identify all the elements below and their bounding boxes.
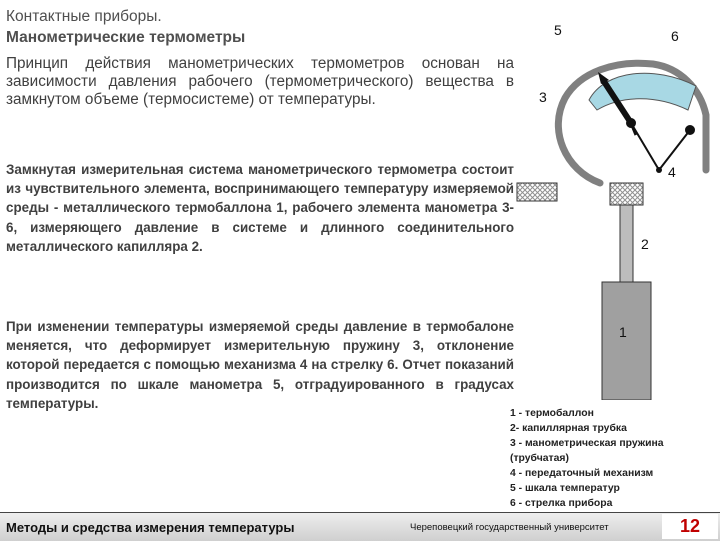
legend-item: 6 - стрелка прибора (510, 498, 613, 509)
label-5: 5 (554, 22, 562, 38)
label-4: 4 (668, 164, 676, 180)
operation-paragraph: При изменении температуры измеряемой среды давление в термобалоне меняется, что деформирует измерительную пружину 3, отклонение которой передается с помощью механизма 4 на стрелку 6. Отчет показаний производится по шкале манометра 5, отградуированного в градусах температуры. (6, 319, 514, 411)
slide-footer (0, 512, 720, 541)
gauge-fitting (610, 183, 643, 205)
crosshatch-block (517, 183, 557, 201)
transmission-mechanism (631, 123, 690, 170)
title-line-1: Контактные приборы. (6, 8, 162, 25)
diagram-legend (510, 406, 718, 511)
legend-item: 1 - термобаллон (510, 408, 594, 419)
legend-item: 4 - передаточный механизм (510, 468, 654, 479)
principle-paragraph: Принцип действия манометрических термометров основан на зависимости давления рабочего (термометрического) вещества в замкнутом объеме (термосистеме) от температуры. (6, 55, 514, 108)
legend-item: 5 - шкала температур (510, 483, 620, 494)
label-3: 3 (539, 89, 547, 105)
page-number: 12 (662, 514, 718, 539)
legend-item: 3 - манометрическая пружина (510, 438, 664, 449)
label-6: 6 (671, 28, 679, 44)
legend-item: 2- капиллярная трубка (510, 423, 627, 434)
label-2: 2 (641, 236, 649, 252)
university-name: Череповецкий государственный университет (410, 522, 609, 533)
capillary-tube (620, 205, 633, 282)
legend-item: (трубчатая) (510, 453, 569, 464)
thermometer-diagram (505, 10, 717, 400)
slide-title (6, 6, 506, 48)
course-title: Методы и средства измерения температуры (6, 520, 295, 535)
title-line-2: Манометрические термометры (6, 29, 246, 46)
thermal-bulb (602, 282, 651, 400)
label-1: 1 (619, 324, 627, 340)
system-paragraph: Замкнутая измерительная система манометрического термометра состоит из чувствительного элемента, воспринимающего температуру измеряемой среды - металлического термобаллона 1, рабочего элемента манометра 3-6, измеряющего давление в системе и длинного соединительного металлического капилляра 2. (6, 162, 514, 254)
